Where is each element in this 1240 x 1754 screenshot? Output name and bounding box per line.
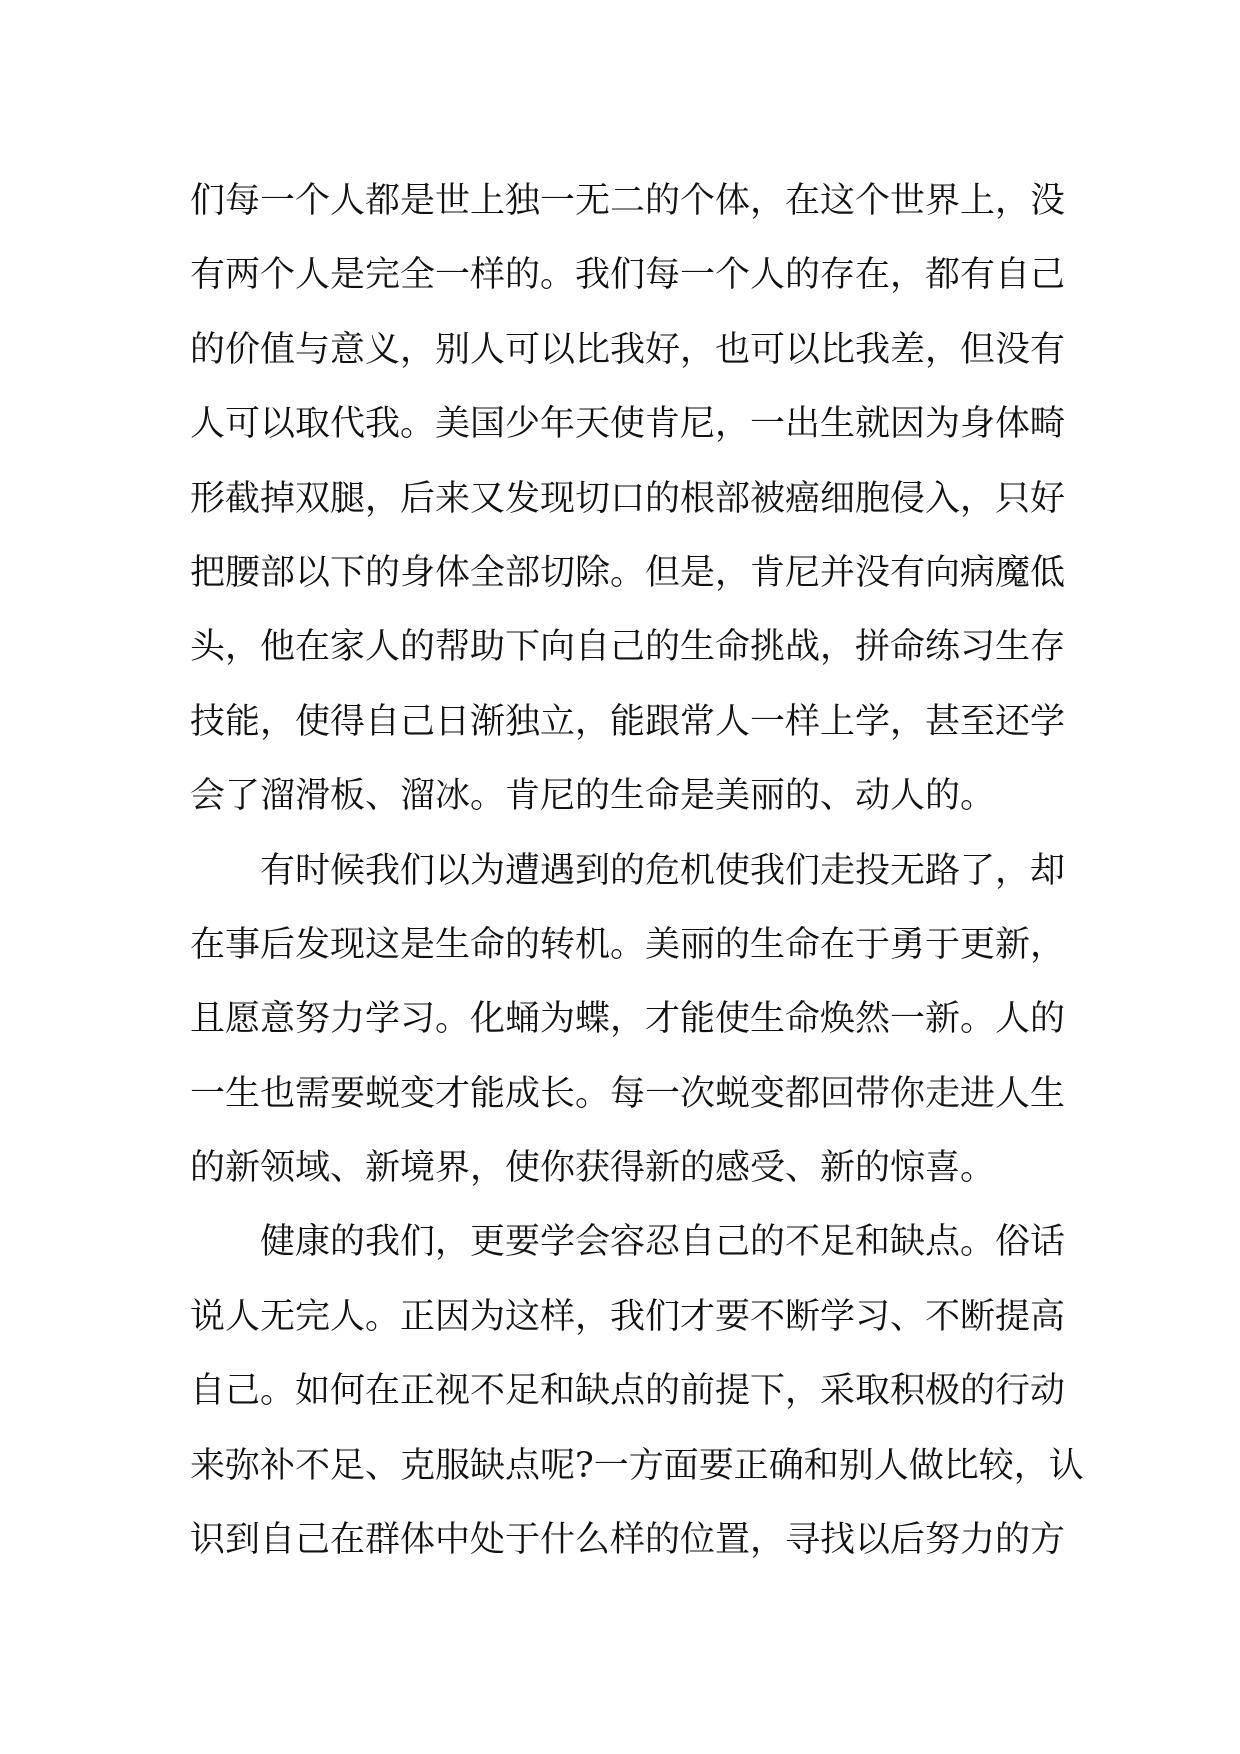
text-line: 们每一个人都是世上独一无二的个体，在这个世界上，没 bbox=[190, 181, 1066, 221]
text-line: 识到自己在群体中处于什么样的位置，寻找以后努力的方 bbox=[190, 1520, 1066, 1561]
text-line: 把腰部以下的身体全部切除。但是，肯尼并没有向病魔低 bbox=[190, 552, 1066, 593]
text-line: 人可以取代我。美国少年天使肯尼，一出生就因为身体畸 bbox=[190, 404, 1066, 445]
text-line: 说人无完人。正因为这样，我们才要不断学习、不断提高 bbox=[190, 1296, 1066, 1337]
text-line: 一生也需要蜕变才能成长。每一次蜕变都回带你走进人生 bbox=[190, 1073, 1066, 1114]
text-line: 头，他在家人的帮助下向自己的生命挑战，拼命练习生存 bbox=[190, 627, 1066, 668]
text-line: 形截掉双腿，后来又发现切口的根部被癌细胞侵入，只好 bbox=[190, 478, 1066, 519]
text-line: 在事后发现这是生命的转机。美丽的生命在于勇于更新， bbox=[190, 924, 1066, 965]
text-line: 且愿意努力学习。化蛹为蝶，才能使生命焕然一新。人的 bbox=[190, 999, 1066, 1040]
paragraph-end-line: 的新领域、新境界，使你获得新的感受、新的惊喜。 bbox=[190, 1148, 996, 1189]
paragraph-start-line: 有时候我们以为遭遇到的危机使我们走投无路了，却 bbox=[260, 850, 1066, 891]
text-line: 技能，使得自己日渐独立，能跟常人一样上学，甚至还学 bbox=[190, 701, 1066, 742]
text-line: 的价值与意义，别人可以比我好，也可以比我差，但没有 bbox=[190, 329, 1066, 370]
paragraph-end-line: 会了溜滑板、溜冰。肯尼的生命是美丽的、动人的。 bbox=[190, 776, 996, 817]
text-line: 自己。如何在正视不足和缺点的前提下，采取积极的行动 bbox=[190, 1371, 1066, 1412]
text-line: 来弥补不足、克服缺点呢?一方面要正确和别人做比较，认 bbox=[190, 1445, 1084, 1486]
body-text bbox=[190, 164, 1084, 1577]
text-line: 有两个人是完全一样的。我们每一个人的存在，都有自己 bbox=[190, 255, 1066, 296]
paragraph-start-line: 健康的我们，更要学会容忍自己的不足和缺点。俗话 bbox=[260, 1222, 1066, 1263]
